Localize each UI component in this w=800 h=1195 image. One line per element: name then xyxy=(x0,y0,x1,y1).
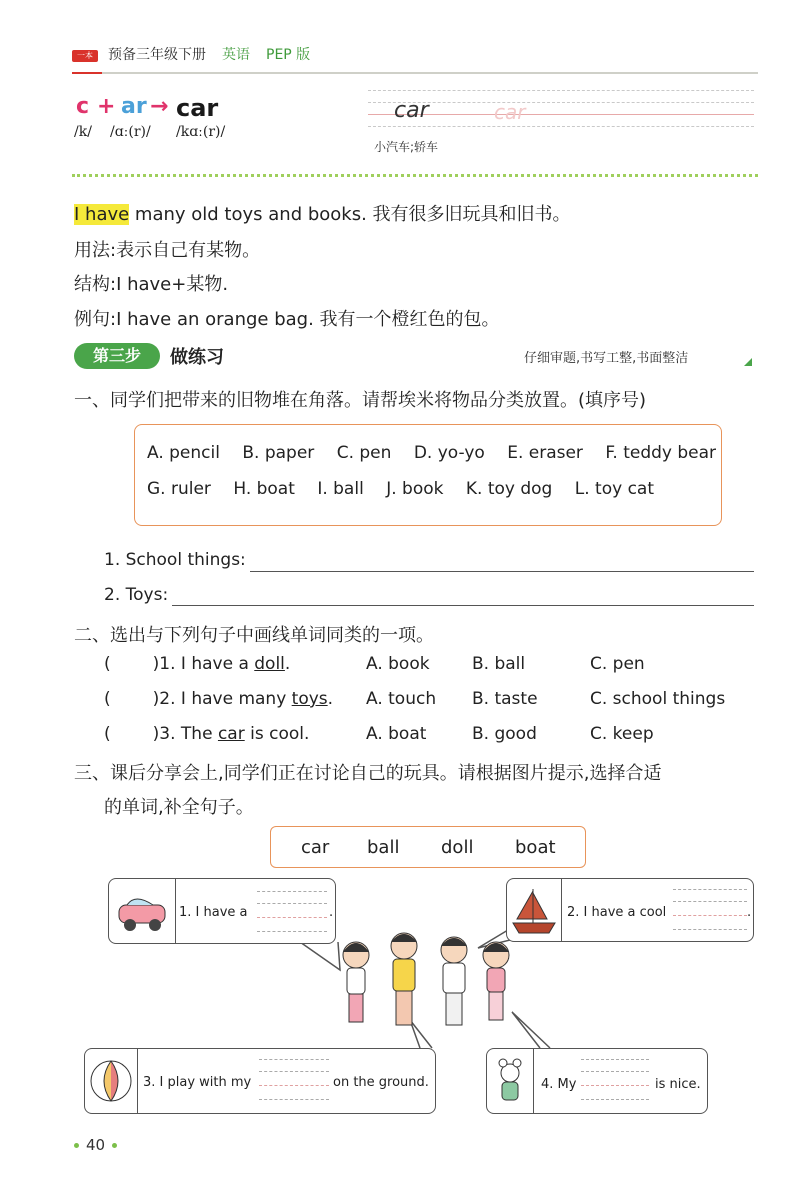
bubble-tail-3 xyxy=(410,1020,432,1048)
word-meaning: 小汽车;轿车 xyxy=(374,140,439,154)
word-item: B. paper xyxy=(242,443,315,463)
word-item: A. pencil xyxy=(147,443,220,463)
bubble-tail-1 xyxy=(300,942,340,970)
answer-paren-close: ) xyxy=(152,724,160,744)
ball-picture xyxy=(85,1049,138,1113)
bubble-doll xyxy=(486,1048,708,1114)
answer-paren-open[interactable]: ( xyxy=(104,654,111,674)
page-dot-left xyxy=(74,1143,79,1148)
usage-line: 用法:表示自己有某物。 xyxy=(74,240,261,261)
underlined-word: doll xyxy=(254,654,285,674)
word-item: D. yo-yo xyxy=(413,443,485,463)
beach-ball-icon xyxy=(85,1049,137,1113)
section2-instruction: 二、选出与下列句子中画线单词同类的一项。 xyxy=(74,625,434,646)
phonics-letters-ar: ar xyxy=(121,94,147,119)
option-b: B. good xyxy=(472,724,537,744)
option-b: B. taste xyxy=(472,689,538,709)
series-logo: 一本 xyxy=(72,50,98,62)
ipa-word: /kɑː(r)/ xyxy=(176,124,226,140)
phonics-arrow: → xyxy=(150,94,169,119)
sentence-3-start: 3. I play with my xyxy=(143,1075,252,1090)
doll-icon xyxy=(487,1049,533,1113)
bubble-ball xyxy=(84,1048,436,1114)
question-text: 3. The xyxy=(159,724,218,744)
section3-instruction-line2: 的单词,补全句子。 xyxy=(104,797,254,818)
child-boy-1-icon xyxy=(391,933,417,1025)
toys-label: 2. Toys: xyxy=(104,585,169,605)
word-item: C. pen xyxy=(336,443,392,463)
option-a: A. boat xyxy=(366,724,427,744)
page-dot-right xyxy=(112,1143,117,1148)
bubble-tail-4 xyxy=(512,1012,550,1048)
key-sentence-rest: many old toys and books. 我有很多旧玩具和旧书。 xyxy=(129,204,571,225)
option-c: C. pen xyxy=(590,654,645,674)
word-item: I. ball xyxy=(317,479,364,499)
answer-line-2[interactable] xyxy=(673,915,747,916)
structure-line: 结构:I have+某物. xyxy=(74,274,229,295)
question-text: 2. I have many xyxy=(159,689,292,709)
question-text-end: is cool. xyxy=(244,724,310,744)
option-c: C. school things xyxy=(590,689,726,709)
answer-paren-open[interactable]: ( xyxy=(104,689,111,709)
phonics-word: car xyxy=(176,94,219,122)
bubble-car xyxy=(108,878,336,944)
page-number: 40 xyxy=(86,1136,106,1154)
sentence-1-start: 1. I have a xyxy=(179,905,248,920)
word-item: K. toy dog xyxy=(465,479,553,499)
word-item: G. ruler xyxy=(147,479,211,499)
question-text-end: . xyxy=(284,654,291,674)
underlined-word: car xyxy=(217,724,245,744)
ipa-c: /k/ xyxy=(74,124,92,140)
sentence-3-end: on the ground. xyxy=(333,1075,429,1090)
sentence-2-start: 2. I have a cool xyxy=(567,905,667,920)
answer-paren-close: ) xyxy=(152,689,160,709)
edition-label: PEP 版 xyxy=(266,47,311,63)
subject-label: 英语 xyxy=(222,47,250,63)
question-text: 1. I have a xyxy=(159,654,255,674)
step-badge: 第三步 xyxy=(74,343,160,369)
word-item: H. boat xyxy=(233,479,295,499)
answer-line-4[interactable] xyxy=(581,1085,649,1086)
phonics-letter-c: c xyxy=(76,94,90,119)
option-a: A. touch xyxy=(366,689,437,709)
step-note: 仔细审题,书写工整,书面整洁 xyxy=(524,351,689,366)
school-things-label: 1. School things: xyxy=(104,550,246,570)
example-line: 例句:I have an orange bag. 我有一个橙红色的包。 xyxy=(74,309,500,330)
option-a: A. book xyxy=(366,654,430,674)
highlighted-phrase: I have xyxy=(74,204,130,225)
sailboat-icon xyxy=(507,879,561,941)
step-title: 做练习 xyxy=(170,347,224,368)
sentence-1-end: . xyxy=(329,905,334,920)
sentence-2-end: . xyxy=(747,905,752,920)
option-word: ball xyxy=(367,837,400,858)
option-c: C. keep xyxy=(590,724,654,744)
question-text-end: . xyxy=(327,689,334,709)
answer-line-1[interactable] xyxy=(257,917,327,918)
underlined-word: toys xyxy=(291,689,328,709)
section1-instruction: 一、同学们把带来的旧物堆在角落。请帮埃米将物品分类放置。(填序号) xyxy=(74,390,647,411)
sentence-4-end: is nice. xyxy=(655,1077,701,1092)
bubble-boat xyxy=(506,878,754,942)
phonics-plus: + xyxy=(97,94,116,119)
word-item: F. teddy bear xyxy=(605,443,717,463)
option-word: car xyxy=(301,837,330,858)
toy-car-icon xyxy=(109,879,175,943)
child-girl-2-icon xyxy=(483,942,509,1020)
sentence-4-start: 4. My xyxy=(541,1077,577,1092)
answer-line-3[interactable] xyxy=(259,1085,329,1086)
answer-paren-close: ) xyxy=(152,654,160,674)
ipa-ar: /ɑː(r)/ xyxy=(110,124,151,140)
section3-instruction-line1: 三、课后分享会上,同学们正在讨论自己的玩具。请根据图片提示,选择合适 xyxy=(74,763,662,784)
word-item: J. book xyxy=(386,479,444,499)
book-title: 预备三年级下册 xyxy=(108,47,206,63)
boat-picture xyxy=(507,879,562,941)
answer-paren-open[interactable]: ( xyxy=(104,724,111,744)
option-b: B. ball xyxy=(472,654,526,674)
trace-word: car xyxy=(494,100,526,124)
word-item: E. eraser xyxy=(507,443,583,463)
option-word: doll xyxy=(441,837,474,858)
child-girl-1-icon xyxy=(343,942,369,1022)
word-item: L. toy cat xyxy=(574,479,655,499)
car-picture xyxy=(109,879,176,943)
option-word: boat xyxy=(515,837,556,858)
handwritten-word: car xyxy=(394,98,429,123)
child-boy-2-icon xyxy=(441,937,467,1025)
doll-picture xyxy=(487,1049,534,1113)
